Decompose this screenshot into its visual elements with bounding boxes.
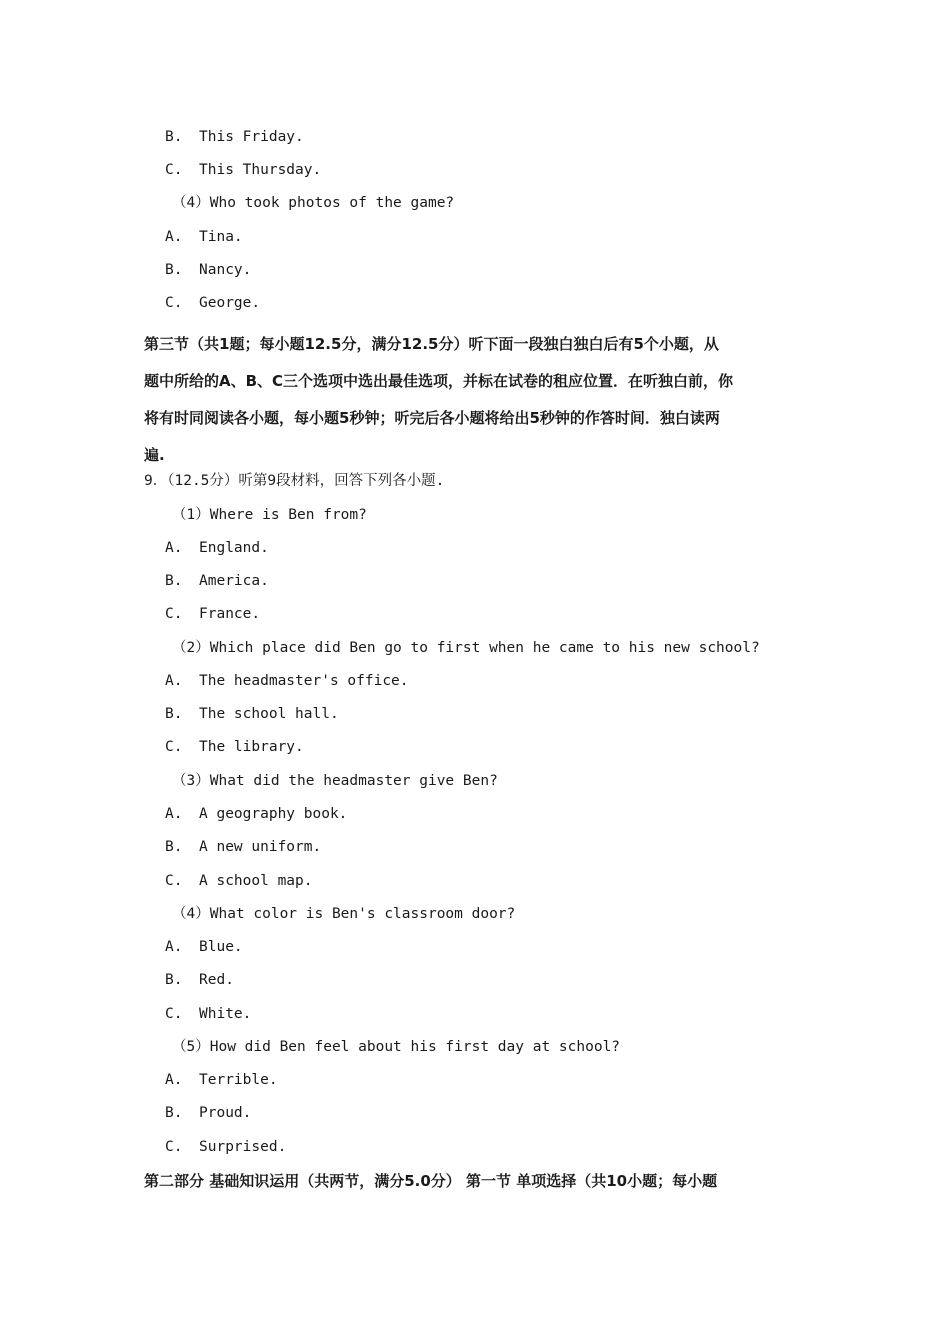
question-q9-2: （2）Which place did Ben go to first when he came to his new school? bbox=[172, 640, 760, 656]
option-letter: B. bbox=[165, 839, 183, 855]
option-q8-3-c bbox=[165, 161, 321, 179]
question-q9-4: （4）What color is Ben's classroom door? bbox=[172, 906, 516, 922]
option-text: The headmaster's office. bbox=[199, 673, 409, 689]
section3-line: 将有时同阅读各小题，每小题5秒钟；听完后各小题将给出5秒钟的作答时间．独白读两 bbox=[144, 409, 720, 427]
option-letter: C. bbox=[165, 162, 183, 178]
option-text: White. bbox=[199, 1006, 252, 1022]
option-text: Surprised. bbox=[199, 1139, 287, 1155]
option-text: George. bbox=[199, 295, 261, 311]
option-text: Proud. bbox=[199, 1105, 252, 1121]
option-letter: A. bbox=[165, 229, 183, 245]
question-q9-5: （5）How did Ben feel about his first day at school? bbox=[172, 1039, 621, 1055]
option-q9-2-a bbox=[165, 672, 409, 690]
option-letter: B. bbox=[165, 573, 183, 589]
question-q8-4: （4）Who took photos of the game? bbox=[172, 195, 455, 211]
option-letter: C. bbox=[165, 1139, 183, 1155]
option-text: France. bbox=[199, 606, 261, 622]
option-letter: B. bbox=[165, 1105, 183, 1121]
option-q9-1-a bbox=[165, 539, 269, 557]
option-letter: B. bbox=[165, 129, 183, 145]
option-text: A new uniform. bbox=[199, 839, 322, 855]
option-q9-4-a bbox=[165, 938, 243, 956]
option-q9-5-a bbox=[165, 1071, 278, 1089]
option-q9-3-b bbox=[165, 838, 321, 856]
option-letter: C. bbox=[165, 1006, 183, 1022]
option-q9-1-b bbox=[165, 572, 269, 590]
section3-line: 题中所给的A、B、C三个选项中选出最佳选项，并标在试卷的租应位置．在听独白前，你 bbox=[144, 372, 734, 390]
option-q8-4-c bbox=[165, 294, 260, 312]
option-letter: A. bbox=[165, 806, 183, 822]
option-letter: C. bbox=[165, 739, 183, 755]
option-text: Terrible. bbox=[199, 1072, 278, 1088]
question-q9-3: （3）What did the headmaster give Ben? bbox=[172, 773, 498, 789]
option-q8-3-b bbox=[165, 128, 304, 146]
option-letter: C. bbox=[165, 606, 183, 622]
option-letter: C. bbox=[165, 295, 183, 311]
option-q9-1-c bbox=[165, 605, 260, 623]
option-text: This Friday. bbox=[199, 129, 304, 145]
part2-heading: 第二部分 基础知识运用（共两节，满分5.0分） 第一节 单项选择（共10小题；每小题 bbox=[144, 1172, 718, 1190]
option-q8-4-a bbox=[165, 228, 243, 246]
option-text: England. bbox=[199, 540, 269, 556]
section3-instructions bbox=[144, 326, 809, 474]
option-q9-2-b bbox=[165, 705, 339, 723]
option-letter: C. bbox=[165, 873, 183, 889]
option-text: Nancy. bbox=[199, 262, 252, 278]
question-9-header: 9．（12.5分）听第9段材料，回答下列各小题. bbox=[144, 473, 445, 489]
option-q9-4-b bbox=[165, 971, 234, 989]
option-q9-5-b bbox=[165, 1104, 251, 1122]
option-q8-4-b bbox=[165, 261, 251, 279]
option-text: A school map. bbox=[199, 873, 313, 889]
option-text: Tina. bbox=[199, 229, 243, 245]
option-q9-2-c bbox=[165, 738, 304, 756]
option-text: Blue. bbox=[199, 939, 243, 955]
option-text: A geography book. bbox=[199, 806, 348, 822]
option-letter: A. bbox=[165, 1072, 183, 1088]
option-text: America. bbox=[199, 573, 269, 589]
option-letter: B. bbox=[165, 706, 183, 722]
option-q9-3-c bbox=[165, 872, 313, 890]
option-text: The library. bbox=[199, 739, 304, 755]
question-q9-1: （1）Where is Ben from? bbox=[172, 507, 367, 523]
option-letter: B. bbox=[165, 262, 183, 278]
option-q9-5-c bbox=[165, 1138, 286, 1156]
option-q9-3-a bbox=[165, 805, 347, 823]
option-text: Red. bbox=[199, 972, 234, 988]
section3-line: 第三节（共1题；每小题12.5分，满分12.5分）听下面一段独白独白后有5个小题，从 bbox=[144, 335, 719, 353]
option-q9-4-c bbox=[165, 1005, 251, 1023]
option-text: The school hall. bbox=[199, 706, 339, 722]
option-letter: A. bbox=[165, 673, 183, 689]
section3-line: 遍. bbox=[144, 446, 165, 464]
option-letter: A. bbox=[165, 939, 183, 955]
option-letter: B. bbox=[165, 972, 183, 988]
option-letter: A. bbox=[165, 540, 183, 556]
option-text: This Thursday. bbox=[199, 162, 322, 178]
